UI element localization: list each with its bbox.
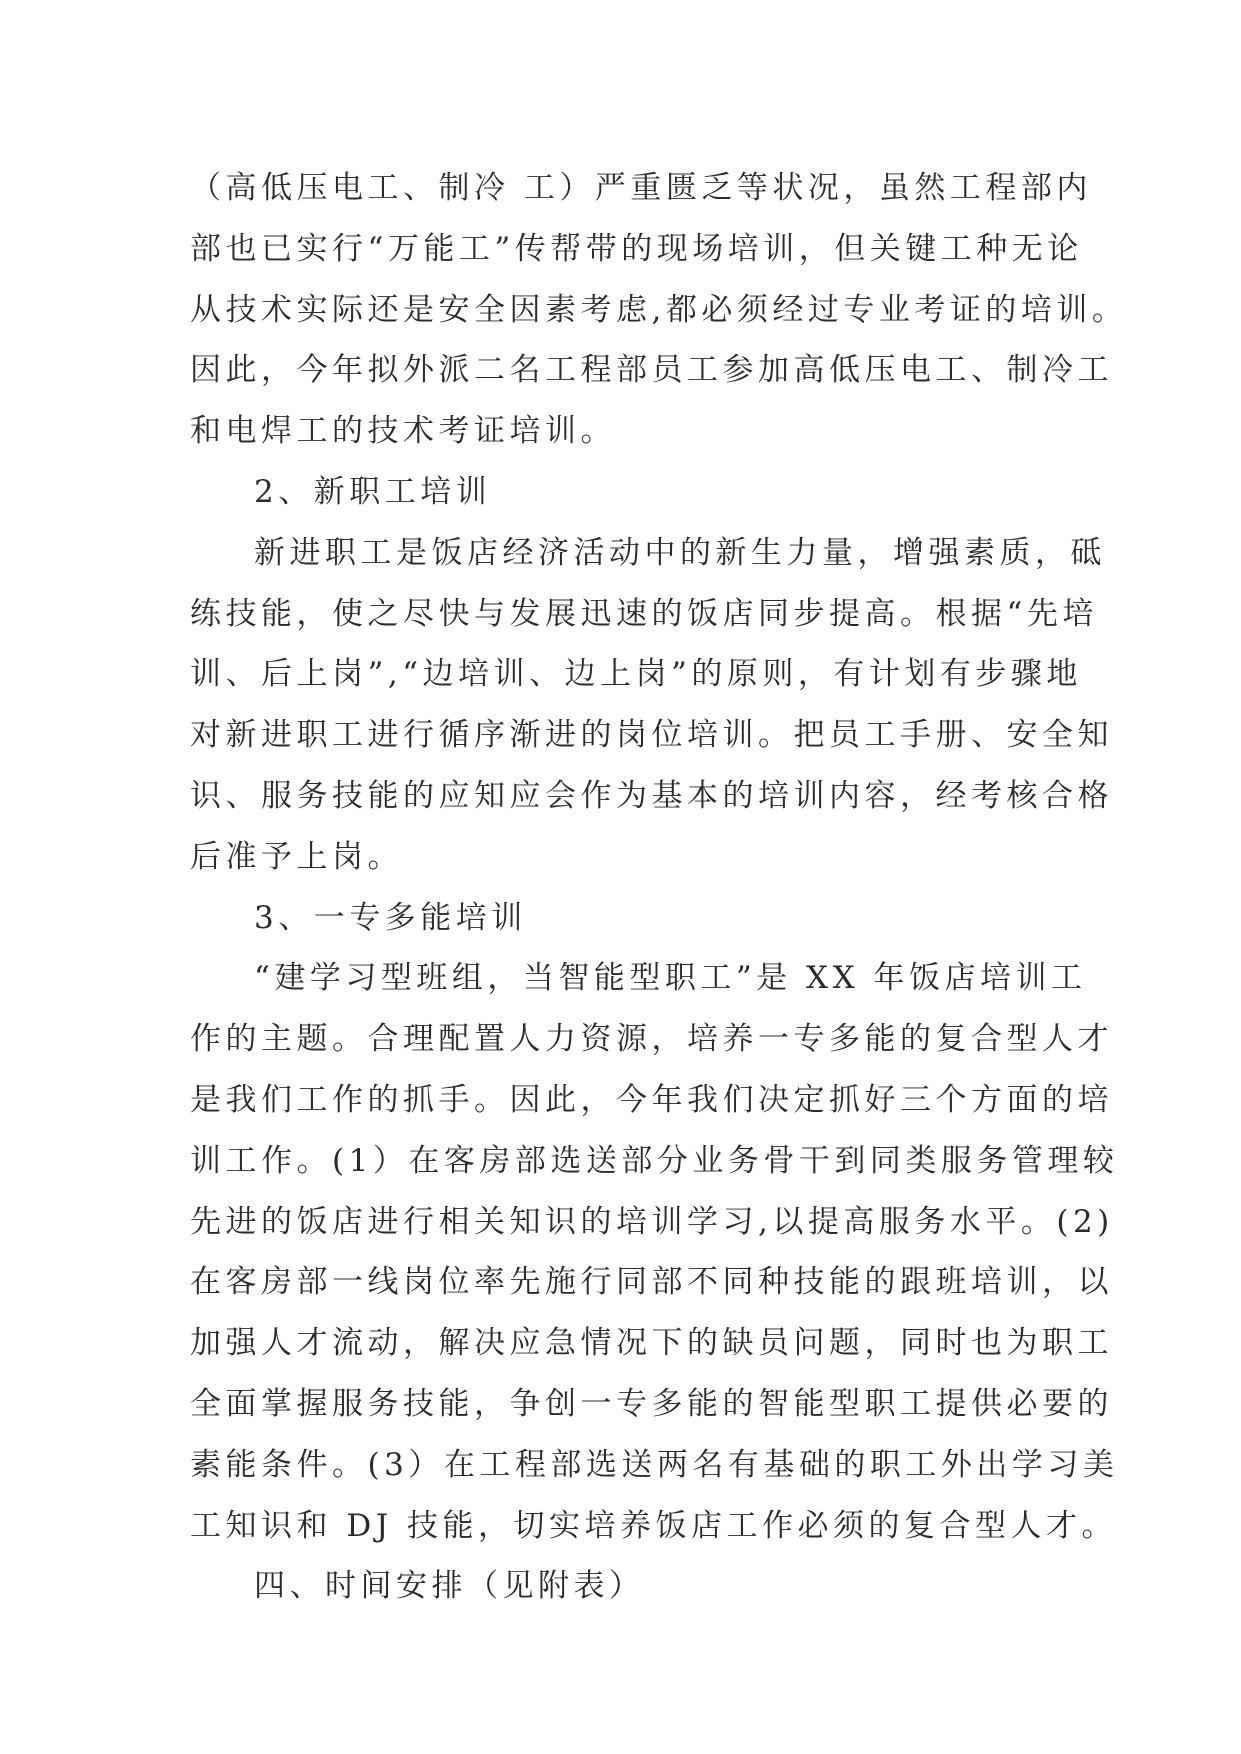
text-line-21: 全面掌握服务技能，争创一专多能的智能型职工提供必要的 [190, 1385, 1113, 1422]
text-line-2: 部也已实行“万能工”传帮带的现场培训，但关键工种无论 [190, 230, 1083, 267]
text-line-19: 在客房部一线岗位率先施行同部不同种技能的跟班培训，以 [190, 1264, 1113, 1301]
section-heading-schedule: 四、时间安排（见附表） [254, 1568, 645, 1605]
text-line-23: 工知识和 DJ 技能，切实培养饭店工作必须的复合型人才。 [190, 1507, 1117, 1544]
text-line-10: 对新进职工进行循序渐进的岗位培训。把员工手册、安全知 [190, 717, 1113, 754]
text-line-1: （高低压电工、制冷 工）严重匮乏等状况，虽然工程部内 [190, 170, 1092, 206]
text-line-3: 从技术实际还是安全因素考虑,都必须经过专业考证的培训。 [190, 291, 1128, 328]
text-line-7: 新进职工是饭店经济活动中的新生力量，增强素质，砥 [254, 534, 1106, 571]
document-body [190, 158, 1128, 1617]
text-line-11: 识、服务技能的应知应会作为基本的培训内容，经考核合格 [190, 777, 1113, 814]
text-line-15: 作的主题。合理配置人力资源，培养一专多能的复合型人才 [190, 1021, 1113, 1058]
section-heading-new-staff-training: 2、新职工培训 [254, 473, 492, 510]
text-line-4: 因此，今年拟外派二名工程部员工参加高低压电工、制冷工 [190, 352, 1113, 389]
text-line-17: 训工作。(1）在客房部选送部分业务骨干到同类服务管理较 [190, 1142, 1119, 1179]
text-line-9: 训、后上岗”,“边培训、边上岗”的原则，有计划有步骤地 [190, 656, 1082, 693]
text-line-5: 和电焊工的技术考证培训。 [190, 413, 616, 450]
section-heading-multi-skill-training: 3、一专多能培训 [254, 899, 527, 936]
text-line-22: 素能条件。(3）在工程部选送两名有基础的职工外出学习美 [190, 1446, 1119, 1483]
text-line-20: 加强人才流动，解决应急情况下的缺员问题，同时也为职工 [190, 1325, 1113, 1362]
text-line-16: 是我们工作的抓手。因此，今年我们决定抓好三个方面的培 [190, 1081, 1113, 1118]
text-line-12: 后准予上岗。 [190, 838, 403, 875]
text-line-18: 先进的饭店进行相关知识的培训学习,以提高服务水平。(2) [190, 1203, 1114, 1240]
text-line-8: 练技能，使之尽快与发展迅速的饭店同步提高。根据“先培 [190, 595, 1098, 632]
text-line-14: “建学习型班组，当智能型职工”是 XX 年饭店培训工 [254, 960, 1087, 997]
